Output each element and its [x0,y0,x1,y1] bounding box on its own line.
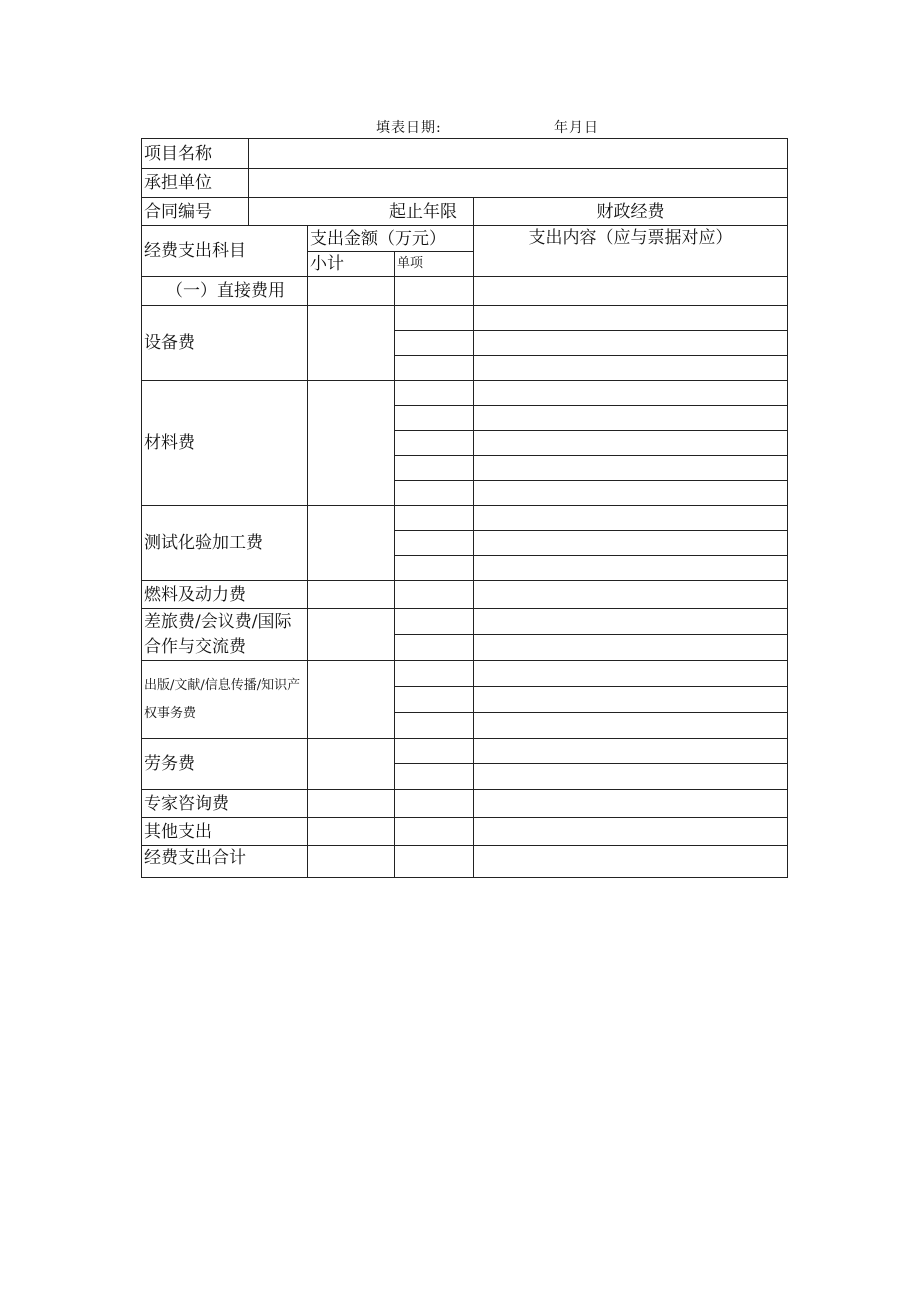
content-cell[interactable] [474,764,788,790]
content-cell[interactable] [474,406,788,431]
row-expert [142,790,788,818]
content-cell[interactable] [474,556,788,581]
item-cell[interactable] [395,790,474,818]
item-cell[interactable] [395,739,474,764]
row-labor [142,739,788,764]
direct-item-cell[interactable] [395,277,474,306]
fuel-label: 燃料及动力费 [142,581,308,609]
content-cell[interactable] [474,306,788,331]
fill-date [376,117,599,137]
fiscal-funds-label: 财政经费 [474,198,788,226]
content-cell[interactable] [474,713,788,739]
content-cell[interactable] [474,581,788,609]
item-cell[interactable] [395,556,474,581]
content-cell[interactable] [474,661,788,687]
undertaking-unit-label: 承担单位 [142,169,249,198]
testing-label: 测试化验加工费 [142,506,308,581]
item-cell[interactable] [395,635,474,661]
item-cell[interactable] [395,506,474,531]
item-cell[interactable] [395,356,474,381]
row-other [142,818,788,846]
row-materials [142,381,788,406]
row-equipment [142,306,788,331]
undertaking-unit-field[interactable] [249,169,788,198]
row-column-header [142,226,788,252]
content-cell[interactable] [474,431,788,456]
travel-label: 差旅费/会议费/国际合作与交流费 [142,609,308,661]
amount-header: 支出金额（万元） [308,226,474,252]
contract-no-label: 合同编号 [142,198,249,226]
fill-date-label: 填表日期: [376,120,442,136]
item-cell[interactable] [395,661,474,687]
item-cell[interactable] [395,581,474,609]
row-project-name [142,139,788,169]
content-cell[interactable] [474,481,788,506]
expert-label: 专家咨询费 [142,790,308,818]
subject-header: 经费支出科目 [142,226,308,277]
content-cell[interactable] [474,846,788,878]
content-cell[interactable] [474,790,788,818]
item-cell[interactable] [395,331,474,356]
fuel-subtotal-cell[interactable] [308,581,395,609]
total-label: 经费支出合计 [142,846,308,878]
labor-subtotal-cell[interactable] [308,739,395,790]
row-fuel [142,581,788,609]
direct-content-cell[interactable] [474,277,788,306]
labor-label: 劳务费 [142,739,308,790]
publication-label: 出版/文献/信息传播/知识产权事务费 [142,661,308,739]
content-header: 支出内容（应与票据对应） [474,226,788,277]
row-total [142,846,788,878]
content-cell[interactable] [474,331,788,356]
item-cell[interactable] [395,456,474,481]
fill-date-ymd: 年月日 [554,120,599,136]
expert-subtotal-cell[interactable] [308,790,395,818]
content-cell[interactable] [474,531,788,556]
testing-subtotal-cell[interactable] [308,506,395,581]
item-cell[interactable] [395,764,474,790]
item-cell[interactable] [395,846,474,878]
equipment-label: 设备费 [142,306,308,381]
project-name-field[interactable] [249,139,788,169]
other-subtotal-cell[interactable] [308,818,395,846]
row-travel [142,609,788,635]
content-cell[interactable] [474,739,788,764]
row-direct-costs [142,277,788,306]
content-cell[interactable] [474,635,788,661]
materials-label: 材料费 [142,381,308,506]
item-cell[interactable] [395,481,474,506]
item-cell[interactable] [395,609,474,635]
total-subtotal-cell[interactable] [308,846,395,878]
content-cell[interactable] [474,381,788,406]
content-cell[interactable] [474,456,788,481]
item-cell[interactable] [395,381,474,406]
item-cell[interactable] [395,306,474,331]
content-cell[interactable] [474,687,788,713]
direct-subtotal-cell[interactable] [308,277,395,306]
item-cell[interactable] [395,713,474,739]
project-name-label: 项目名称 [142,139,249,169]
subtotal-header: 小计 [308,252,395,277]
other-label: 其他支出 [142,818,308,846]
row-publication [142,661,788,687]
direct-costs-label: （一）直接费用 [142,277,308,306]
item-cell[interactable] [395,818,474,846]
row-undertaking-unit [142,169,788,198]
content-cell[interactable] [474,609,788,635]
content-cell[interactable] [474,506,788,531]
content-cell[interactable] [474,356,788,381]
materials-subtotal-cell[interactable] [308,381,395,506]
row-contract [142,198,788,226]
row-testing [142,506,788,531]
item-cell[interactable] [395,431,474,456]
publication-subtotal-cell[interactable] [308,661,395,739]
item-cell[interactable] [395,687,474,713]
content-cell[interactable] [474,818,788,846]
item-header: 单项 [395,252,474,277]
travel-subtotal-cell[interactable] [308,609,395,661]
item-cell[interactable] [395,406,474,431]
item-cell[interactable] [395,531,474,556]
expense-form-table [141,138,788,878]
period-label: 起止年限 [249,198,474,226]
equipment-subtotal-cell[interactable] [308,306,395,381]
